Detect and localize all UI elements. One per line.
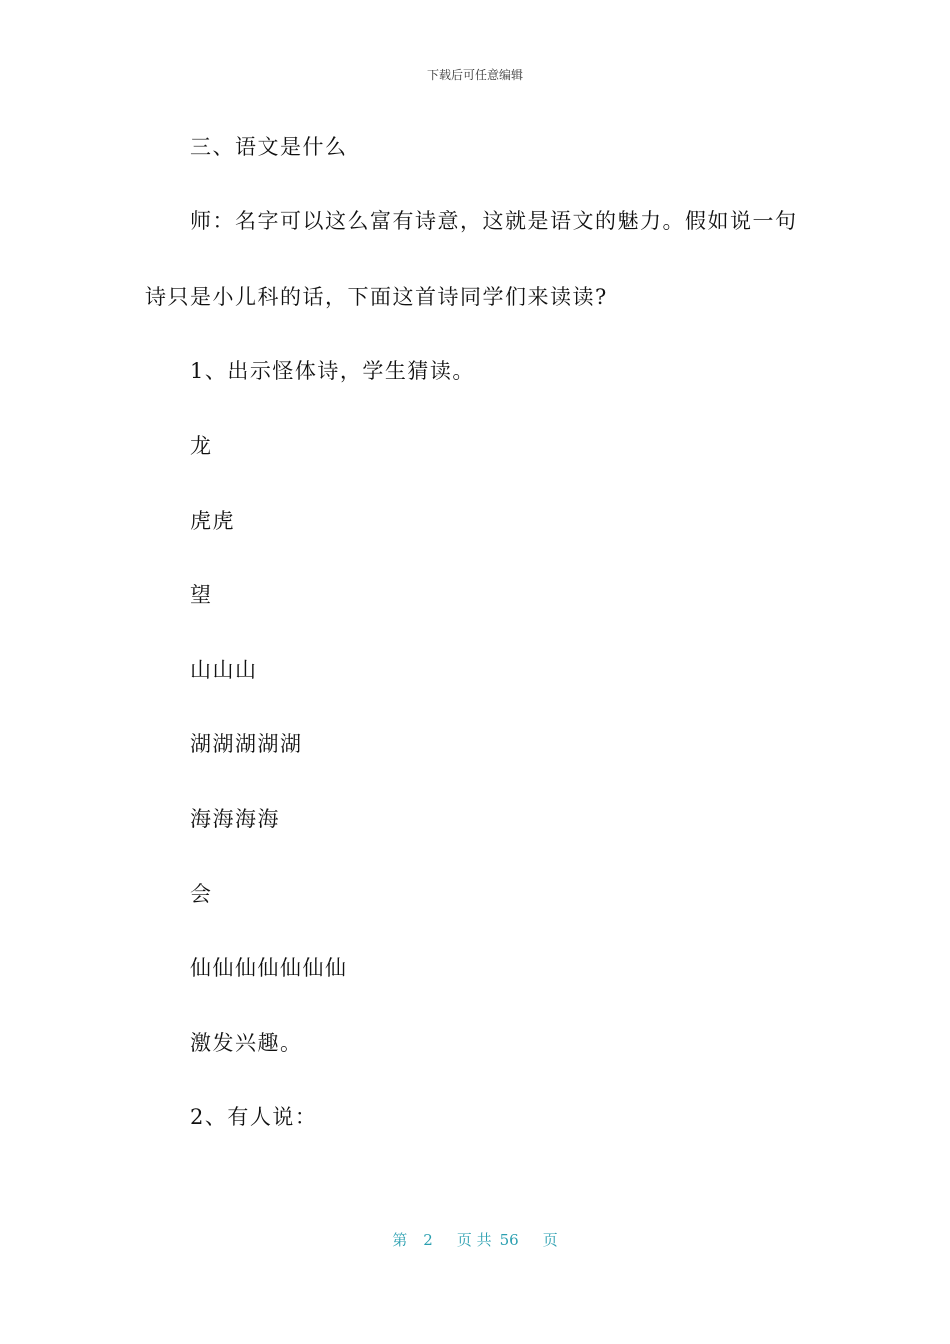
paragraph-line: 诗只是小儿科的话，下面这首诗同学们来读读? bbox=[145, 285, 608, 309]
list-item: 1、出示怪体诗，学生猜读。 bbox=[190, 359, 475, 383]
poem-line: 望 bbox=[190, 583, 213, 607]
poem-line: 龙 bbox=[190, 434, 213, 458]
footer-page-number: 2 bbox=[423, 1231, 433, 1249]
footer-suffix: 页 bbox=[542, 1231, 558, 1249]
section-heading: 三、语文是什么 bbox=[190, 135, 348, 159]
poem-line: 海海海海 bbox=[190, 807, 280, 831]
footer-middle: 页 共 bbox=[456, 1231, 492, 1249]
page-footer bbox=[0, 1229, 950, 1250]
footer-total-pages: 56 bbox=[499, 1231, 519, 1249]
paragraph-line: 激发兴趣。 bbox=[190, 1031, 303, 1055]
page-header: 下载后可任意编辑 bbox=[426, 68, 523, 82]
poem-line: 仙仙仙仙仙仙仙 bbox=[190, 956, 348, 980]
footer-prefix: 第 bbox=[392, 1231, 408, 1249]
poem-line: 湖湖湖湖湖 bbox=[190, 732, 303, 756]
paragraph-line: 师：名字可以这么富有诗意，这就是语文的魅力。假如说一句 bbox=[190, 209, 798, 233]
poem-line: 山山山 bbox=[190, 658, 258, 682]
poem-line: 会 bbox=[190, 882, 213, 906]
list-item: 2、有人说： bbox=[190, 1105, 318, 1129]
poem-line: 虎虎 bbox=[190, 509, 235, 533]
